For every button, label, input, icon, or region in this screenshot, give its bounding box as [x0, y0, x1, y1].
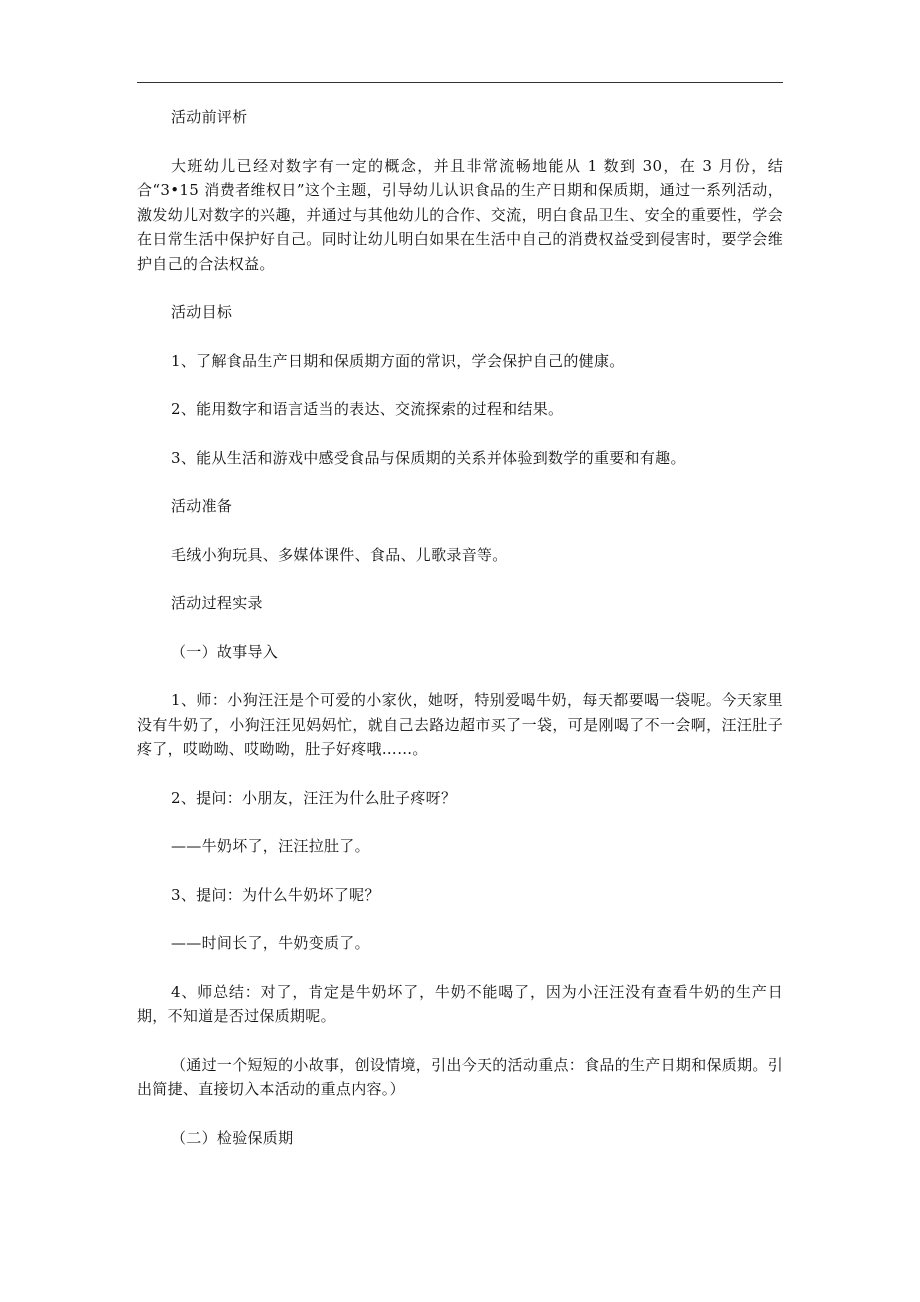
paragraph-pre-analysis: 大班幼儿已经对数字有一定的概念，并且非常流畅地能从 1 数到 30，在 3 月份，结合“3•15 消费者维权日”这个主题，引导幼儿认识食品的生产日期和保质期，通过一系列活动，激发幼儿对数字的兴趣，并通过与其他幼儿的合作、交流，明白食品卫生、安全的重要性，学会在日常生活中保护好自己。同时让幼儿明白如果在生活中自己的消费权益受到侵害时，要学会维护自己的合法权益。 [137, 156, 783, 273]
section-heading-process: 活动过程实录 [171, 594, 263, 612]
paragraph-preparation: 毛绒小狗玩具、多媒体课件、食品、儿歌录音等。 [171, 545, 508, 564]
goal-item-3: 3、能从生活和游戏中感受食品与保质期的关系并体验到数学的重要和有趣。 [171, 448, 686, 467]
section-heading-pre-analysis: 活动前评析 [171, 108, 248, 126]
answer-line-1: ——牛奶坏了，汪汪拉肚了。 [171, 837, 370, 855]
subsection-heading-check: （二）检验保质期 [171, 1128, 294, 1147]
goal-item-1: 1、了解食品生产日期和保质期方面的常识，学会保护自己的健康。 [171, 351, 625, 370]
section-heading-preparation: 活动准备 [171, 497, 233, 515]
process-step-1: 1、师：小狗汪汪是个可爱的小家伙，她呀，特别爱喝牛奶，每天都要喝一袋呢。今天家里没有牛奶了，小狗汪汪见妈妈忙，就自己去路边超市买了一袋，可是刚喝了不一会啊，汪汪肚子疼了，哎呦呦、哎呦呦，肚子好疼哦……。 [137, 691, 783, 758]
answer-line-2: ——时间长了，牛奶变质了。 [171, 934, 370, 952]
header-rule [137, 82, 783, 83]
document-body [137, 105, 783, 1174]
goal-item-2: 2、能用数字和语言适当的表达、交流探索的过程和结果。 [171, 400, 564, 418]
section-heading-goals: 活动目标 [171, 303, 233, 321]
commentary-note: （通过一个短短的小故事，创设情境，引出今天的活动重点：食品的生产日期和保质期。引出简捷、直接切入本活动的重点内容。） [137, 1055, 784, 1098]
process-step-4: 4、师总结：对了，肯定是牛奶坏了，牛奶不能喝了，因为小汪汪没有查看牛奶的生产日期，不知道是否过保质期呢。 [137, 982, 783, 1025]
process-step-2: 2、提问：小朋友，汪汪为什么肚子疼呀？ [171, 788, 457, 807]
subsection-heading-story: （一）故事导入 [171, 642, 279, 661]
process-step-3: 3、提问：为什么牛奶坏了呢？ [171, 885, 380, 904]
